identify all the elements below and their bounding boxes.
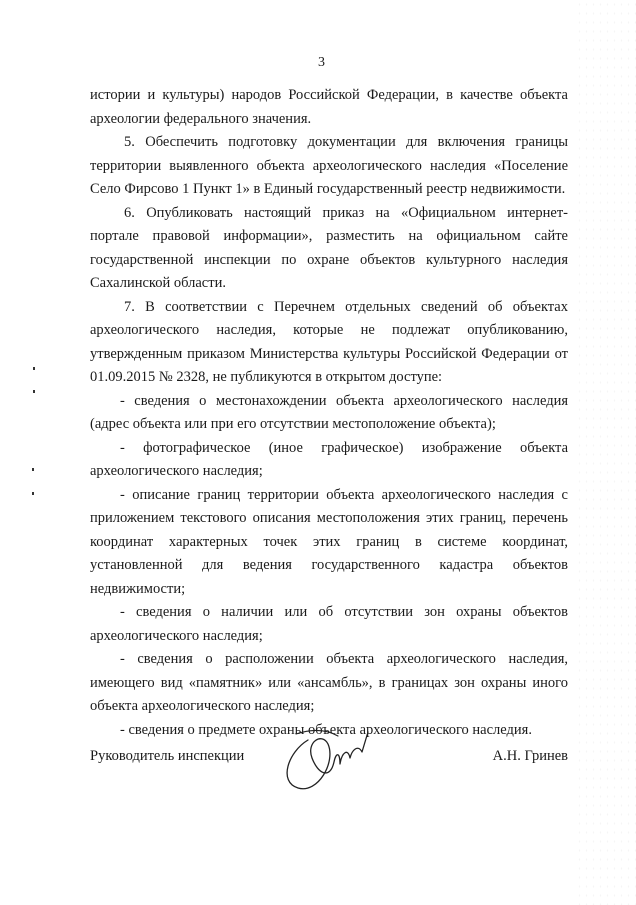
signatory-name: А.Н. Гринев [492,748,568,764]
scan-speck [33,390,35,393]
scan-speck [32,492,34,495]
scan-speck [33,367,35,370]
paragraph-item-7: 7. В соответствии с Перечнем отдельных сведений об объектах археологического наследия, которые не подлежат опубликованию, утвержденным приказом Министерства культуры Российской Федерации от 01.09.2015 № 2328, не публикуются в открытом доступе: [90,298,568,385]
handwritten-signature [278,722,378,797]
list-item-protection-subject: - сведения о предмете охраны объекта археологического наследия. [120,721,532,738]
signatory-title: Руководитель инспекции [90,748,245,764]
paragraph-item-6: 6. Опубликовать настоящий приказ на «Официальном интернет-портале правовой информации», разместить на официальном сайте государственной инспекции по охране объектов культурного наследия Сахалинской области. [90,204,568,291]
list-item-monument-location: - сведения о расположении объекта археологического наследия, имеющего вид «памятник» или «ансамбль», в границах зон охраны иного объекта археологического наследия; [90,651,568,714]
list-item-protection-zones: - сведения о наличии или об отсутствии зон охраны объектов археологического наследия; [90,604,568,644]
scan-noise [576,0,636,905]
page-number: 3 [318,55,325,70]
paragraph-continuation: истории и культуры) народов Российской Федерации, в качестве объекта археологии федерального значения. [90,87,568,127]
signature-block [90,742,568,802]
list-item-boundaries: - описание границ территории объекта археологического наследия с приложением текстового описания местоположения этих границ, перечень координат характерных точек этих границ в системе координат, установленной для ведения государственного кадастра объектов недвижимости; [90,486,568,597]
list-item-location: - сведения о местонахождении объекта археологического наследия (адрес объекта или при его отсутствии местоположение объекта); [90,392,568,432]
paragraph-item-5: 5. Обеспечить подготовку документации для включения границы территории выявленного объекта археологического наследия «Поселение Село Фирсово 1 Пункт 1» в Единый государственный реестр недвижимости. [90,134,568,197]
list-item-photo: - фотографическое (иное графическое) изображение объекта археологического наследия; [90,439,568,479]
document-body [90,84,568,742]
scan-speck [32,468,34,471]
